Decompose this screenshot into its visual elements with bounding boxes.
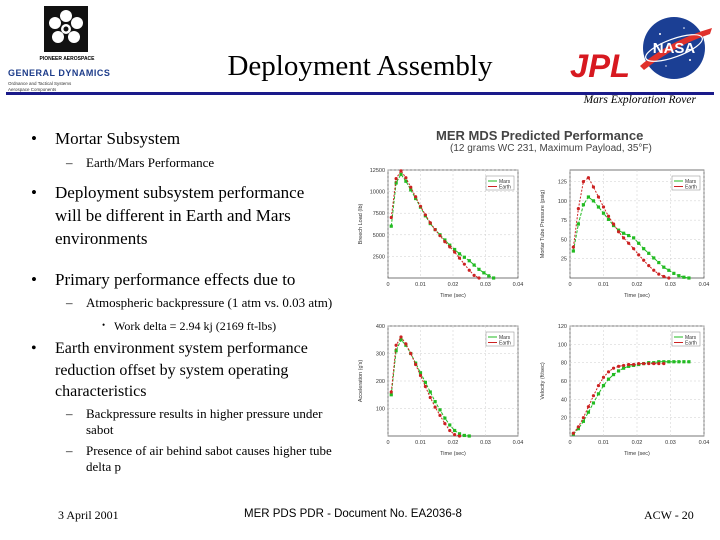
data-point-mars bbox=[657, 261, 660, 264]
bullet-marker: • bbox=[31, 270, 37, 289]
x-tick-label: 0.02 bbox=[447, 440, 459, 446]
subbullet-line-2: delta p bbox=[86, 459, 122, 474]
data-point-mars bbox=[607, 218, 610, 221]
data-point-earth bbox=[662, 275, 665, 278]
data-point-earth bbox=[419, 205, 422, 208]
chart-velocity bbox=[534, 318, 714, 458]
data-point-mars bbox=[458, 252, 461, 255]
data-point-mars bbox=[602, 384, 605, 387]
subbullet-text: Earth/Mars Performance bbox=[86, 155, 215, 170]
data-point-mars bbox=[482, 271, 485, 274]
legend-label-earth: Earth bbox=[685, 184, 697, 191]
data-point-earth bbox=[395, 177, 398, 180]
data-point-mars bbox=[667, 360, 670, 363]
legend-label-mars: Mars bbox=[685, 178, 697, 185]
bullet-line-1: Deployment subsystem performance bbox=[55, 183, 305, 202]
data-point-mars bbox=[473, 263, 476, 266]
data-point-mars bbox=[652, 256, 655, 259]
data-point-earth bbox=[429, 221, 432, 224]
data-point-earth bbox=[404, 342, 407, 345]
x-axis-label: Time (sec) bbox=[440, 451, 466, 457]
y-tick-label: 300 bbox=[375, 351, 385, 358]
data-point-earth bbox=[458, 257, 461, 260]
data-point-mars bbox=[627, 234, 630, 237]
data-point-mars bbox=[577, 222, 580, 225]
data-point-earth bbox=[607, 215, 610, 218]
data-point-earth bbox=[395, 344, 398, 347]
data-point-earth bbox=[463, 263, 466, 266]
nasa-meatball-logo bbox=[636, 14, 714, 82]
data-point-mars bbox=[492, 276, 495, 279]
data-point-mars bbox=[429, 390, 432, 393]
data-point-mars bbox=[597, 392, 600, 395]
data-point-earth bbox=[438, 234, 441, 237]
x-tick-label: 0.04 bbox=[698, 282, 710, 288]
data-point-mars bbox=[468, 434, 471, 437]
y-tick-label: 200 bbox=[375, 379, 385, 385]
data-point-earth bbox=[399, 169, 402, 172]
pioneer-text: PIONEER AEROSPACE bbox=[39, 56, 95, 62]
data-point-earth bbox=[434, 406, 437, 409]
y-axis-label: Acceleration (g's) bbox=[358, 359, 364, 403]
subbullet-line-1: Presence of air behind sabot causes higher tube bbox=[86, 443, 332, 458]
bullet-marker: • bbox=[31, 129, 37, 148]
data-point-earth bbox=[473, 274, 476, 277]
subbullet-presence-of-air bbox=[66, 443, 332, 475]
y-tick-label: 20 bbox=[560, 415, 567, 422]
y-tick-label: 80 bbox=[560, 360, 567, 367]
x-tick-label: 0.01 bbox=[598, 282, 609, 288]
data-point-earth bbox=[622, 236, 625, 239]
x-tick-label: 0 bbox=[386, 282, 390, 288]
data-point-mars bbox=[667, 269, 670, 272]
data-point-earth bbox=[597, 195, 600, 198]
data-point-mars bbox=[453, 429, 456, 432]
x-tick-label: 0.03 bbox=[480, 440, 491, 446]
data-point-earth bbox=[458, 434, 461, 437]
x-tick-label: 0.01 bbox=[415, 282, 426, 288]
y-tick-label: 75 bbox=[560, 218, 567, 225]
x-tick-label: 0.04 bbox=[698, 440, 710, 446]
bullet-mortar-subsystem bbox=[31, 127, 181, 150]
data-point-earth bbox=[424, 385, 427, 388]
legend-label-mars: Mars bbox=[499, 334, 511, 341]
data-point-earth bbox=[572, 432, 575, 435]
data-point-earth bbox=[390, 216, 393, 219]
data-point-earth bbox=[622, 364, 625, 367]
legend-label-earth: Earth bbox=[499, 184, 511, 191]
data-point-mars bbox=[672, 360, 675, 363]
x-axis-label: Time (sec) bbox=[624, 293, 650, 299]
bullet-marker: • bbox=[102, 320, 106, 330]
data-point-earth bbox=[448, 245, 451, 248]
y-axis-label: Mortar Tube Pressure (psig) bbox=[540, 189, 546, 259]
bullet-line-1: Earth environment system performance bbox=[55, 340, 308, 357]
data-point-mars bbox=[662, 266, 665, 269]
data-point-earth bbox=[637, 253, 640, 256]
y-tick-label: 120 bbox=[557, 324, 567, 330]
data-point-mars bbox=[687, 360, 690, 363]
data-point-mars bbox=[602, 212, 605, 215]
data-point-earth bbox=[453, 250, 456, 253]
y-tick-label: 60 bbox=[560, 379, 567, 385]
data-point-earth bbox=[602, 376, 605, 379]
x-axis-label: Time (sec) bbox=[624, 451, 650, 457]
footer-document-number: MER PDS PDR - Document No. EA2036-8 bbox=[244, 508, 462, 520]
chart-breech-load bbox=[352, 162, 528, 300]
data-point-earth bbox=[409, 186, 412, 189]
data-point-earth bbox=[582, 180, 585, 183]
gd-sub-line-1: Ordnance and Tactical Systems bbox=[8, 81, 72, 86]
data-point-earth bbox=[667, 276, 670, 279]
data-point-earth bbox=[652, 269, 655, 272]
data-point-earth bbox=[647, 264, 650, 267]
data-point-earth bbox=[612, 367, 615, 370]
x-tick-label: 0.03 bbox=[665, 282, 676, 288]
data-point-mars bbox=[487, 274, 490, 277]
data-point-earth bbox=[617, 230, 620, 233]
subbullet-line-2: sabot bbox=[86, 422, 114, 437]
data-point-earth bbox=[592, 185, 595, 188]
charts-title: MER MDS Predicted Performance bbox=[436, 128, 644, 143]
x-tick-label: 0.02 bbox=[447, 282, 459, 288]
data-point-mars bbox=[592, 199, 595, 202]
data-point-mars bbox=[617, 369, 620, 372]
detail-text: Work delta = 2.94 kj (2169 ft-lbs) bbox=[114, 319, 277, 333]
subbullet-atmospheric-backpressure bbox=[66, 295, 333, 311]
dash-marker: – bbox=[66, 406, 73, 421]
data-point-earth bbox=[642, 259, 645, 262]
data-point-earth bbox=[443, 422, 446, 425]
data-point-earth bbox=[637, 362, 640, 365]
data-point-mars bbox=[434, 400, 437, 403]
data-point-mars bbox=[647, 252, 650, 255]
data-point-earth bbox=[448, 429, 451, 432]
data-point-earth bbox=[572, 246, 575, 249]
bullet-primary-effects bbox=[31, 268, 296, 291]
dash-marker: – bbox=[66, 443, 73, 458]
data-point-earth bbox=[662, 362, 665, 365]
pioneer-emblem-icon bbox=[44, 6, 88, 52]
y-tick-label: 7500 bbox=[372, 211, 385, 218]
data-point-mars bbox=[672, 272, 675, 275]
pioneer-gd-logo bbox=[8, 6, 126, 98]
data-point-mars bbox=[404, 180, 407, 183]
dash-marker: – bbox=[66, 155, 73, 170]
jpl-logo bbox=[568, 48, 634, 82]
data-point-mars bbox=[612, 373, 615, 376]
bullet-text: Mortar Subsystem bbox=[55, 129, 181, 148]
data-point-earth bbox=[617, 365, 620, 368]
chart-acceleration bbox=[352, 318, 528, 458]
data-point-mars bbox=[582, 203, 585, 206]
data-point-mars bbox=[622, 232, 625, 235]
dash-marker: – bbox=[66, 295, 73, 310]
data-point-mars bbox=[682, 360, 685, 363]
data-point-mars bbox=[572, 249, 575, 252]
data-point-mars bbox=[448, 423, 451, 426]
chart-mortar-tube-pressure bbox=[534, 162, 714, 300]
data-point-earth bbox=[414, 195, 417, 198]
data-point-earth bbox=[577, 425, 580, 428]
x-tick-label: 0.01 bbox=[598, 440, 609, 446]
data-point-earth bbox=[657, 362, 660, 365]
data-point-earth bbox=[632, 363, 635, 366]
y-tick-label: 2500 bbox=[372, 254, 385, 261]
data-point-earth bbox=[453, 433, 456, 436]
y-axis-label: Breech Load (lb) bbox=[358, 203, 364, 245]
data-point-earth bbox=[419, 374, 422, 377]
data-point-mars bbox=[419, 371, 422, 374]
bullet-line-3: characteristics bbox=[55, 383, 147, 400]
x-tick-label: 0 bbox=[568, 282, 572, 288]
data-point-earth bbox=[652, 362, 655, 365]
bullet-line-2: reduction offset by system operating bbox=[55, 361, 289, 379]
nasa-logo-text: NASA bbox=[652, 40, 696, 57]
x-tick-label: 0.03 bbox=[665, 440, 676, 446]
data-point-earth bbox=[587, 176, 590, 179]
slide-subtitle: Mars Exploration Rover bbox=[583, 94, 696, 106]
data-point-mars bbox=[597, 205, 600, 208]
data-point-mars bbox=[390, 225, 393, 228]
data-point-mars bbox=[637, 242, 640, 245]
data-point-mars bbox=[463, 434, 466, 437]
legend-label-earth: Earth bbox=[499, 340, 511, 347]
y-tick-label: 12500 bbox=[369, 168, 385, 174]
y-tick-label: 40 bbox=[560, 397, 567, 404]
data-point-mars bbox=[632, 236, 635, 239]
data-point-earth bbox=[627, 242, 630, 245]
footer-date: 3 April 2001 bbox=[58, 508, 119, 522]
data-point-mars bbox=[682, 276, 685, 279]
data-point-earth bbox=[602, 205, 605, 208]
x-tick-label: 0.04 bbox=[512, 282, 524, 288]
data-point-mars bbox=[687, 276, 690, 279]
x-tick-label: 0.02 bbox=[631, 282, 643, 288]
bullet-marker: • bbox=[31, 340, 37, 357]
data-point-earth bbox=[632, 247, 635, 250]
gd-sub-line-2: Aerospace Components bbox=[8, 87, 57, 92]
charts-subtitle: (12 grams WC 231, Maximum Payload, 35°F) bbox=[450, 143, 652, 154]
data-point-earth bbox=[642, 362, 645, 365]
data-point-earth bbox=[414, 363, 417, 366]
data-point-earth bbox=[424, 213, 427, 216]
data-point-mars bbox=[592, 401, 595, 404]
y-tick-label: 50 bbox=[560, 237, 567, 244]
data-point-earth bbox=[607, 370, 610, 373]
data-point-earth bbox=[597, 384, 600, 387]
data-point-earth bbox=[477, 276, 480, 279]
data-point-earth bbox=[399, 335, 402, 338]
x-tick-label: 0.04 bbox=[512, 440, 524, 446]
data-point-mars bbox=[443, 417, 446, 420]
x-tick-label: 0.01 bbox=[415, 440, 426, 446]
data-point-mars bbox=[677, 274, 680, 277]
data-point-earth bbox=[582, 416, 585, 419]
data-point-mars bbox=[642, 247, 645, 250]
data-point-mars bbox=[438, 408, 441, 411]
data-point-earth bbox=[390, 390, 393, 393]
y-tick-label: 100 bbox=[375, 406, 385, 413]
data-point-earth bbox=[438, 414, 441, 417]
subbullet-earth-mars-performance bbox=[66, 155, 215, 171]
data-point-earth bbox=[612, 222, 615, 225]
bullet-text: Primary performance effects due to bbox=[55, 270, 296, 289]
subbullet-backpressure-results bbox=[66, 406, 323, 438]
subbullet-line-1: Backpressure results in higher pressure under bbox=[86, 406, 323, 421]
bullet-line-2: will be different in Earth and Mars bbox=[55, 206, 291, 225]
y-tick-label: 125 bbox=[557, 179, 567, 186]
y-axis-label: Velocity (ft/sec) bbox=[540, 362, 546, 400]
data-point-earth bbox=[592, 394, 595, 397]
data-point-earth bbox=[657, 273, 660, 276]
x-tick-label: 0.03 bbox=[480, 282, 491, 288]
legend-label-mars: Mars bbox=[499, 178, 511, 185]
data-point-earth bbox=[577, 207, 580, 210]
data-point-earth bbox=[429, 396, 432, 399]
legend-label-mars: Mars bbox=[685, 334, 697, 341]
jpl-logo-text: JPL bbox=[570, 48, 630, 82]
data-point-earth bbox=[647, 362, 650, 365]
x-tick-label: 0.02 bbox=[631, 440, 643, 446]
bullet-deployment-performance bbox=[31, 181, 305, 250]
y-tick-label: 10000 bbox=[369, 189, 385, 196]
y-tick-label: 100 bbox=[557, 342, 567, 349]
data-point-mars bbox=[463, 256, 466, 259]
data-point-earth bbox=[587, 405, 590, 408]
data-point-mars bbox=[622, 367, 625, 370]
data-point-mars bbox=[677, 360, 680, 363]
data-point-earth bbox=[468, 269, 471, 272]
bullet-line-3: environments bbox=[55, 229, 148, 248]
y-tick-label: 100 bbox=[557, 198, 567, 205]
subbullet-text: Atmospheric backpressure (1 atm vs. 0.03 atm) bbox=[86, 295, 333, 310]
footer-page-number: ACW - 20 bbox=[644, 508, 694, 522]
bullet-earth-environment bbox=[31, 338, 308, 403]
y-tick-label: 400 bbox=[375, 324, 385, 330]
bullet-marker: • bbox=[31, 183, 37, 202]
detail-work-delta bbox=[102, 318, 277, 334]
data-point-mars bbox=[390, 393, 393, 396]
general-dynamics-logo-text: GENERAL DYNAMICS bbox=[8, 68, 111, 78]
y-tick-label: 5000 bbox=[372, 232, 385, 239]
x-tick-label: 0 bbox=[568, 440, 572, 446]
y-tick-label: 25 bbox=[560, 256, 567, 263]
data-point-earth bbox=[443, 240, 446, 243]
data-point-earth bbox=[434, 228, 437, 231]
data-point-earth bbox=[627, 363, 630, 366]
slide-title: Deployment Assembly bbox=[227, 50, 493, 82]
data-point-mars bbox=[468, 259, 471, 262]
data-point-mars bbox=[587, 195, 590, 198]
data-point-mars bbox=[607, 378, 610, 381]
data-point-earth bbox=[404, 176, 407, 179]
legend-label-earth: Earth bbox=[685, 340, 697, 347]
data-point-mars bbox=[587, 411, 590, 414]
data-point-earth bbox=[409, 352, 412, 355]
x-axis-label: Time (sec) bbox=[440, 293, 466, 299]
x-tick-label: 0 bbox=[386, 440, 390, 446]
data-point-mars bbox=[477, 268, 480, 271]
